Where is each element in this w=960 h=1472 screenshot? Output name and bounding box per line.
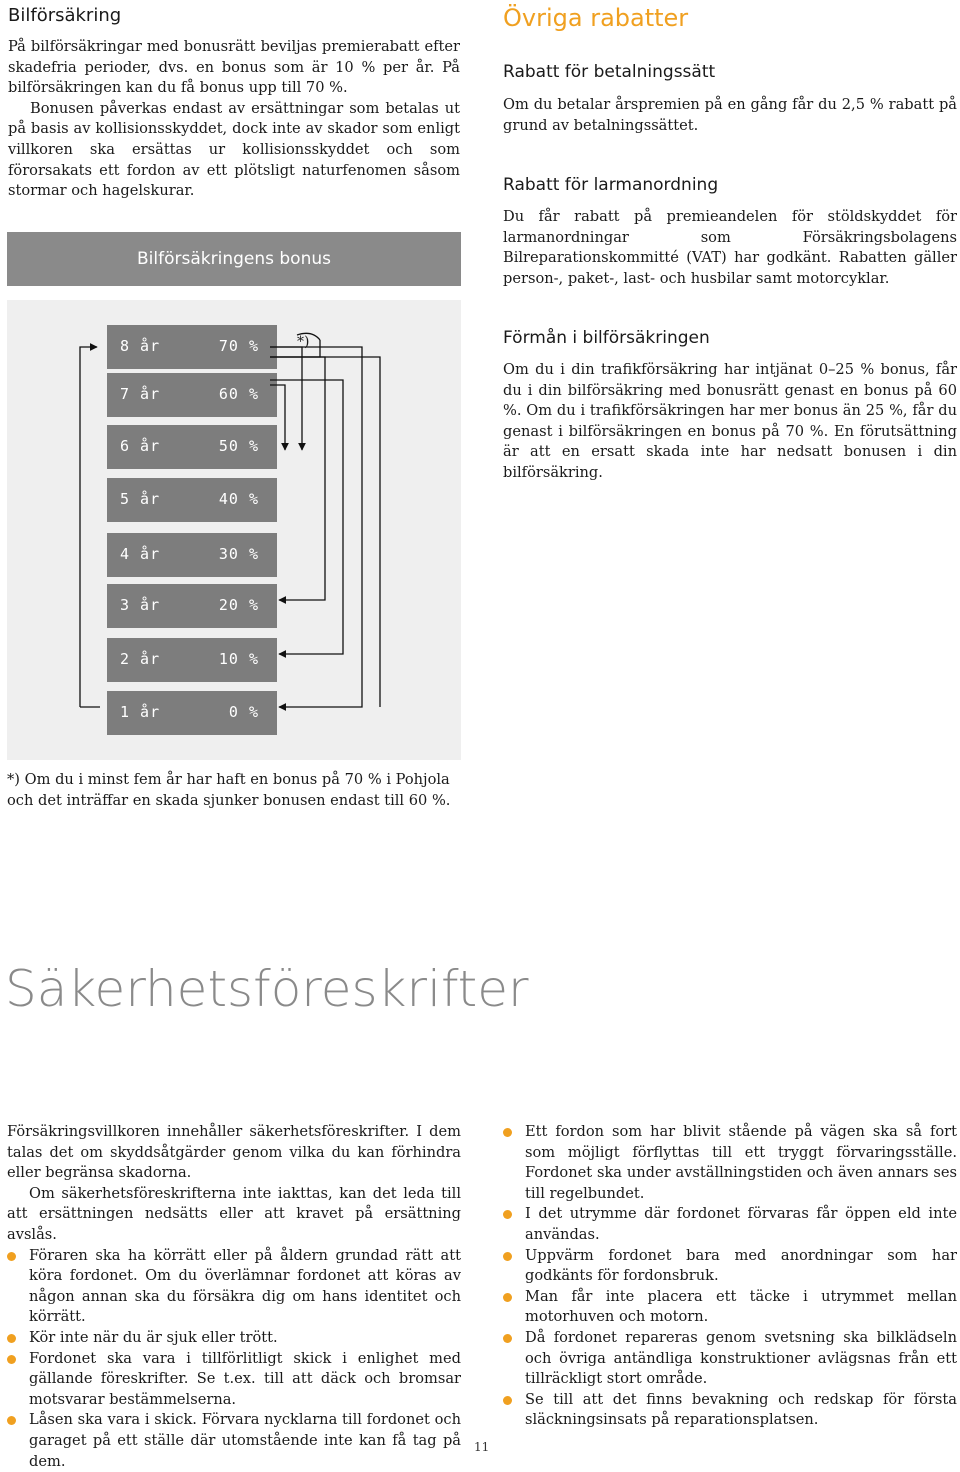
safety-bullet-item [503, 1390, 957, 1431]
safety-bullet-item [503, 1122, 957, 1204]
bonus-level-percent: 40 % [218, 490, 259, 508]
safety-bullet-item [503, 1287, 957, 1328]
page-title-sakerhetsforeskrifter: Säkerhetsföreskrifter [5, 960, 529, 1018]
diagram-footnote: *) Om du i minst fem år har haft en bonus på 70 % i Pohjola och det inträffar en skada sjunker bonusen endast till 60 %. [7, 771, 451, 809]
section-title-bilforsakring: Bilförsäkring [8, 5, 122, 26]
safety-bullet-text: Fordonet ska vara i tillförlitligt skick i enlighet med gällande föreskrifter. Se t.ex. till att däck och bromsar motsvarar bestämmelserna. [29, 1349, 461, 1408]
bonus-level-years: 1 år [120, 703, 161, 721]
bonus-level-years: 4 år [120, 545, 161, 563]
safety-bullet-text: Uppvärm fordonet bara med anordningar som har godkänts för fordonsbruk. [525, 1246, 957, 1285]
safety-bullet-text: Man får inte placera ett täcke i utrymmet mellan motorhuven och motorn. [525, 1287, 957, 1326]
bullet-dot-icon [503, 1252, 512, 1261]
safety-right-bullets [503, 1122, 957, 1431]
safety-bullet-text: Se till att det finns bevakning och redskap för första släckningsinsats på reparationsplatsen. [525, 1390, 957, 1429]
safety-intro-1: Försäkringsvillkoren innehåller säkerhetsföreskrifter. I dem talas det om skyddsåtgärder genom vilka du kan förhindra eller begränsa skadorna. [7, 1123, 461, 1182]
bullet-dot-icon [7, 1416, 16, 1425]
section-title-ovriga-rabatter: Övriga rabatter [503, 4, 689, 32]
bullet-dot-icon [503, 1128, 512, 1137]
bullet-dot-icon [7, 1355, 16, 1364]
bonus-level-years: 2 år [120, 650, 161, 668]
safety-bullet-item [503, 1204, 957, 1245]
safety-bullet-item [7, 1328, 461, 1349]
bonus-paragraph-1: På bilförsäkringar med bonusrätt beviljas premierabatt efter skadefria perioder, dvs. en bonus som är 10 % per år. På bilförsäkringen kan du få bonus upp till 70 %. [8, 38, 460, 97]
text-forman-bilforsakringen: Om du i din trafikförsäkring har intjänat 0–25 % bonus, får du i din bilförsäkring med bonusrätt genast en bonus på 60 %. Om du i trafikförsäkringen har mer bonus än 25 %, får du genast i bilförsäkringen en bonus på 70 %. En förutsättning är att en ersatt skada inte har nedsatt bonusen i din bilförsäkring. [503, 361, 957, 481]
safety-left-bullets [7, 1246, 461, 1472]
bonus-level-years: 8 år [120, 337, 161, 355]
bonus-level-percent: 10 % [218, 650, 259, 668]
safety-bullet-item [7, 1410, 461, 1472]
diagram-title: Bilförsäkringens bonus [7, 232, 461, 286]
safety-bullet-text: Då fordonet repareras genom svetsning ska bilklädseln och övriga antändliga konstruktioner avlägsnas från ett tillräckligt stort område. [525, 1328, 957, 1388]
bonus-level-years: 3 år [120, 596, 161, 614]
bonus-level-percent: 0 % [228, 703, 259, 721]
safety-bullet-text: Låsen ska vara i skick. Förvara nycklarna till fordonet och garaget på ett ställe där utomstående inte kan få tag på dem. [29, 1411, 461, 1470]
text-rabatt-betalningssatt: Om du betalar årspremien på en gång får du 2,5 % rabatt på grund av betalningssättet. [503, 96, 957, 134]
bonus-intro-text [8, 37, 460, 202]
bonus-level-years: 7 år [120, 385, 161, 403]
safety-right-column [503, 1122, 957, 1431]
bonus-level-percent: 30 % [218, 545, 259, 563]
safety-bullet-text: I det utrymme där fordonet förvaras får öppen eld inte användas. [525, 1205, 957, 1243]
reset-arrow [80, 347, 97, 707]
heading-forman-bilforsakringen: Förmån i bilförsäkringen [503, 328, 710, 348]
bonus-level-percent: 70 % [218, 337, 259, 355]
bullet-dot-icon [503, 1334, 512, 1343]
safety-bullet-item [503, 1328, 957, 1390]
arrow-7-to-6 [270, 385, 285, 450]
safety-bullet-text: Ett fordon som har blivit stående på vägen ska så fort som möjligt förflyttas till ett tryggt förvaringsställe. Fordonet ska under avställningstiden och även annars ses till regelbundet. [525, 1123, 957, 1202]
safety-bullet-item [7, 1349, 461, 1411]
arrow-to-3 [270, 357, 325, 600]
bonus-paragraph-2: Bonusen påverkas endast av ersättningar som betalas ut på basis av kollisionsskyddet, dock inte av skador som enligt villkoren ska ersättas ur kollisionsskyddet och som förorsakats ett fordon av ett plötsligt naturfenomen såsom stormar och hagelskurar. [8, 99, 460, 200]
bonus-level-percent: 20 % [218, 596, 259, 614]
bullet-dot-icon [503, 1396, 512, 1405]
safety-intro-2: Om säkerhetsföreskrifterna inte iakttas, kan det leda till att ersättningen nedsätts eller att kravet på ersättning avslås. [7, 1184, 461, 1243]
bonus-level-years: 6 år [120, 437, 161, 455]
safety-left-column [7, 1122, 461, 1472]
bullet-dot-icon [7, 1334, 16, 1343]
safety-bullet-item [7, 1246, 461, 1328]
page-number: 11 [474, 1440, 490, 1454]
safety-bullet-text: Föraren ska ha körrätt eller på åldern grundad rätt att köra fordonet. Om du överlämnar fordonet att köras av någon annan ska du försäkra dig om hans identitet och körrätt. [29, 1246, 461, 1326]
safety-bullet-item [503, 1246, 957, 1287]
bonus-level-percent: 50 % [218, 437, 259, 455]
text-rabatt-larmanordning: Du får rabatt på premieandelen för stöldskyddet för larmanordningar som Försäkringsbolagens Bilreparationskommitté (VAT) har godkänt. Rabatten gäller person-, paket-, last- och husbilar samt motorcyklar. [503, 208, 957, 287]
bonus-level-years: 5 år [120, 490, 161, 508]
bonus-diagram [7, 300, 461, 760]
safety-bullet-text: Kör inte när du är sjuk eller trött. [29, 1328, 278, 1346]
transition-arrows [7, 300, 461, 760]
heading-rabatt-larmanordning: Rabatt för larmanordning [503, 175, 719, 195]
arrow-7-to-2 [270, 380, 343, 654]
bullet-dot-icon [503, 1210, 512, 1219]
bullet-dot-icon [503, 1293, 512, 1302]
arrow-8-to-1 [270, 347, 362, 707]
bullet-dot-icon [7, 1252, 16, 1261]
arrow-8-to-6 [270, 347, 302, 450]
bonus-level-percent: 60 % [218, 385, 259, 403]
asterisk-mark: *) [297, 334, 310, 350]
heading-rabatt-betalningssatt: Rabatt för betalningssätt [503, 62, 716, 82]
